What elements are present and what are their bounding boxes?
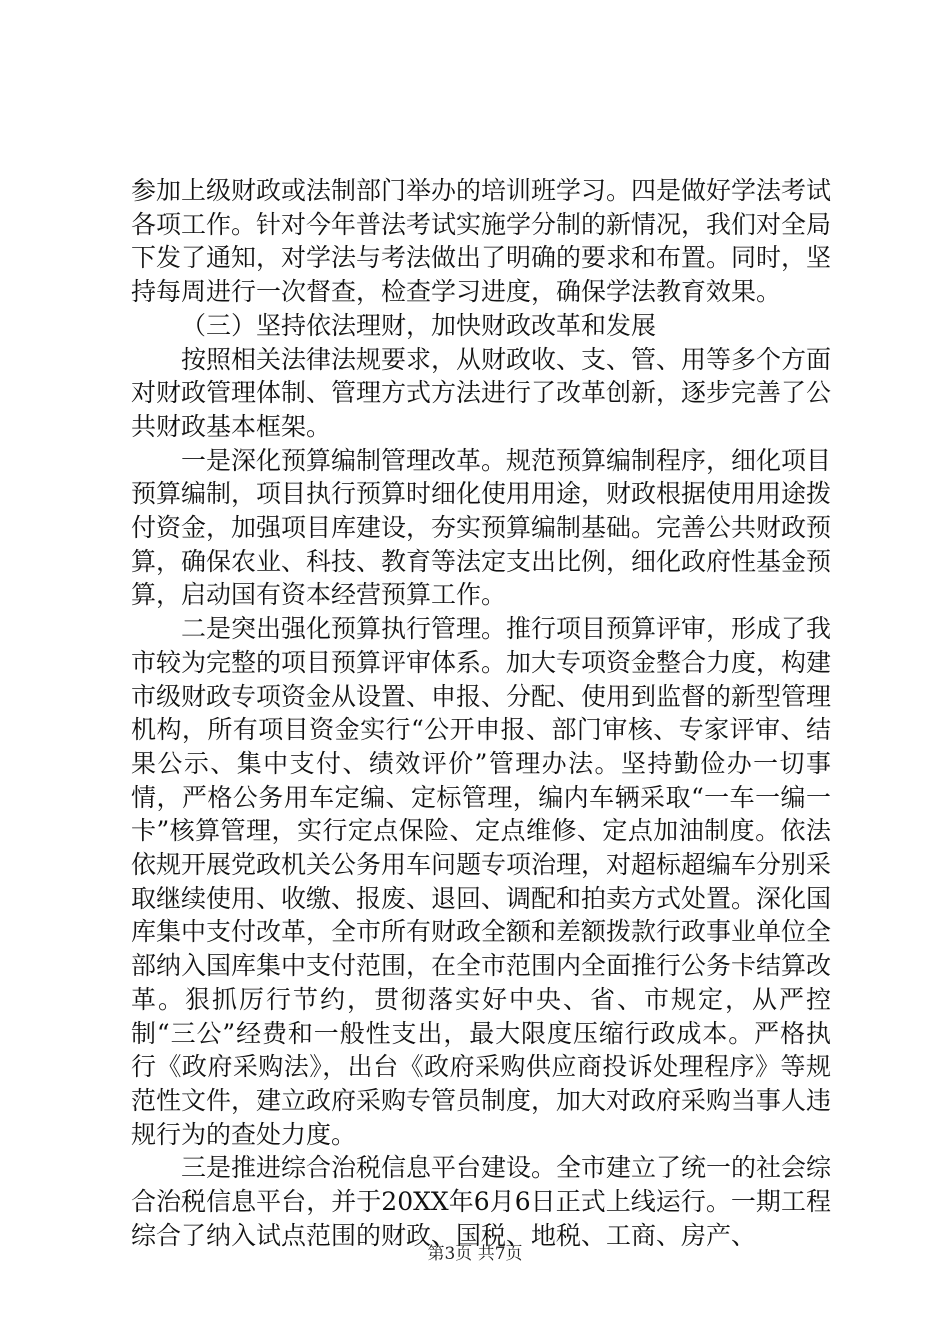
- section-heading: （三）坚持依法理财，加快财政改革和发展: [181, 310, 657, 340]
- paragraph-budget-execution: 二是突出强化预算执行管理。推行项目预算评审，形成了我市较为完整的项目预算评审体系。加大专项资金整合力度，构建市级财政专项资金从设置、申报、分配、使用到监督的新型管理机构，所有项目资金实行“公开申报、部门审核、专家评审、结果公示、集中支付、绩效评价”管理办法。坚持勤俭办一切事情，严格公务用车定编、定标管理，编内车辆采取“一车一编一卡”核算管理，实行定点保险、定点维修、定点加油制度。依法依规开展党政机关公务用车问题专项治理，对超标超编车分别采取继续使用、收缴、报废、退回、调配和拍卖方式处置。深化国库集中支付改革，全市所有财政全额和差额拨款行政事业单位全部纳入国库集中支付范围，在全市范围内全面推行公务卡结算改革。狠抓厉行节约，贯彻落实好中央、省、市规定，从严控制“三公”经费和一般性支出，最大限度压缩行政成本。严格执行《政府采购法》，出台《政府采购供应商投诉处理程序》等规范性文件，建立政府采购专管员制度，加大对政府采购当事人违规行为的查处力度。: [131, 614, 832, 1149]
- paragraph-budget-reform: 一是深化预算编制管理改革。规范预算编制程序，细化项目预算编制，项目执行预算时细化使用用途，财政根据使用用途拨付资金，加强项目库建设，夯实预算编制基础。完善公共财政预算，确保农业、科技、教育等法定支出比例，细化政府性基金预算，启动国有资本经营预算工作。: [131, 445, 832, 610]
- page-footer: [0, 1243, 950, 1265]
- paragraph-intro: 按照相关法律法规要求，从财政收、支、管、用等多个方面对财政管理体制、管理方式方法进行了改革创新，逐步完善了公共财政基本框架。: [131, 344, 832, 441]
- document-body: [131, 174, 831, 1253]
- paragraph-tax-platform: 三是推进综合治税信息平台建设。全市建立了统一的社会综合治税信息平台，并于20XX年6月6日正式上线运行。一期工程综合了纳入试点范围的财政、国税、地税、工商、房产、: [131, 1153, 832, 1250]
- paragraph-continuation: 参加上级财政或法制部门举办的培训班学习。四是做好学法考试各项工作。针对今年普法考试实施学分制的新情况，我们对全局下发了通知，对学法与考法做出了明确的要求和布置。同时，坚持每周进行一次督查，检查学习进度，确保学法教育效果。: [131, 176, 832, 307]
- page-number-label: 第3页 共7页: [427, 1244, 523, 1264]
